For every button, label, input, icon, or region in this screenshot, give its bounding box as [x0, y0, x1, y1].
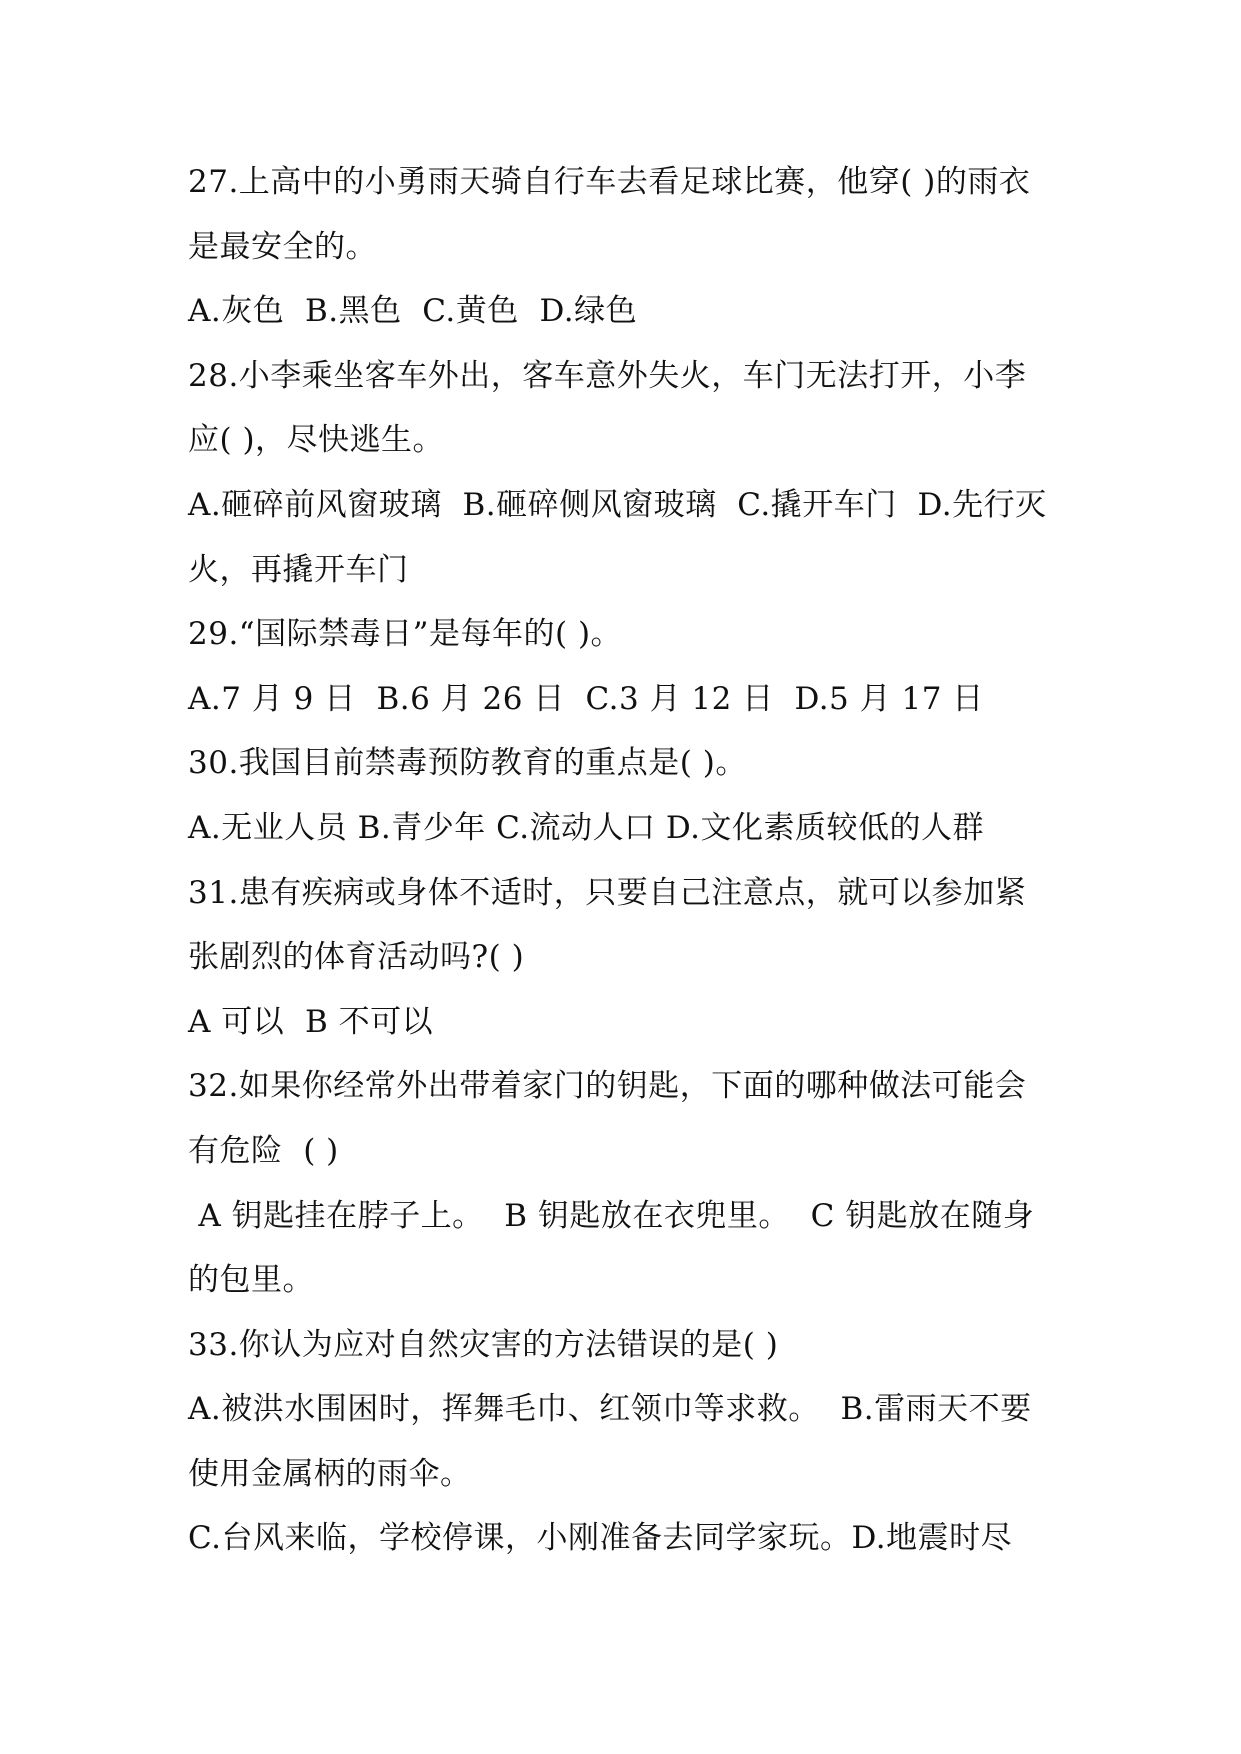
question-29-options: A.7 月 9 日 B.6 月 26 日 C.3 月 12 日 D.5 月 17 日 [188, 680, 984, 717]
question-33-options-line-1: A.被洪水围困时，挥舞毛巾、红领巾等求救。 B.雷雨天不要 [188, 1391, 1032, 1428]
question-32-options-line-2: 的包里。 [188, 1262, 314, 1299]
question-30-line-1: 30.我国目前禁毒预防教育的重点是( )。 [188, 745, 747, 782]
question-31-options: A 可以 B 不可以 [188, 1003, 434, 1040]
question-33-line-1: 33.你认为应对自然灾害的方法错误的是( ) [188, 1326, 779, 1363]
question-27-line-2: 是最安全的。 [188, 228, 377, 265]
question-33-options-line-2: 使用金属柄的雨伞。 [188, 1455, 472, 1492]
question-28-options-line-1: A.砸碎前风窗玻璃 B.砸碎侧风窗玻璃 C.撬开车门 D.先行灭 [188, 486, 1047, 523]
question-33-options-line-3: C.台风来临，学校停课，小刚准备去同学家玩。D.地震时尽 [188, 1520, 1013, 1557]
question-27-options: A.灰色 B.黑色 C.黄色 D.绿色 [188, 293, 638, 330]
question-28-options-line-2: 火，再撬开车门 [188, 551, 409, 588]
question-32-line-1: 32.如果你经常外出带着家门的钥匙，下面的哪种做法可能会 [188, 1068, 1027, 1105]
question-27-line-1: 27.上高中的小勇雨天骑自行车去看足球比赛，他穿( )的雨衣 [188, 164, 1031, 200]
question-32-line-2: 有危险 ( ) [188, 1132, 339, 1169]
question-28-line-1: 28.小李乘坐客车外出，客车意外失火，车门无法打开，小李 [188, 357, 1027, 394]
question-32-options-line-1: A 钥匙挂在脖子上。 B 钥匙放在衣兜里。 C 钥匙放在随身 [188, 1197, 1035, 1234]
question-30-options: A.无业人员 B.青少年 C.流动人口 D.文化素质较低的人群 [188, 809, 985, 846]
question-29-line-1: 29.“国际禁毒日”是每年的( )。 [188, 616, 623, 653]
question-28-line-2: 应( )，尽快逃生。 [188, 422, 445, 459]
question-31-line-2: 张剧烈的体育活动吗?( ) [188, 939, 525, 976]
question-31-line-1: 31.患有疾病或身体不适时，只要自己注意点，就可以参加紧 [188, 874, 1027, 911]
question-text-block [188, 150, 1068, 1571]
